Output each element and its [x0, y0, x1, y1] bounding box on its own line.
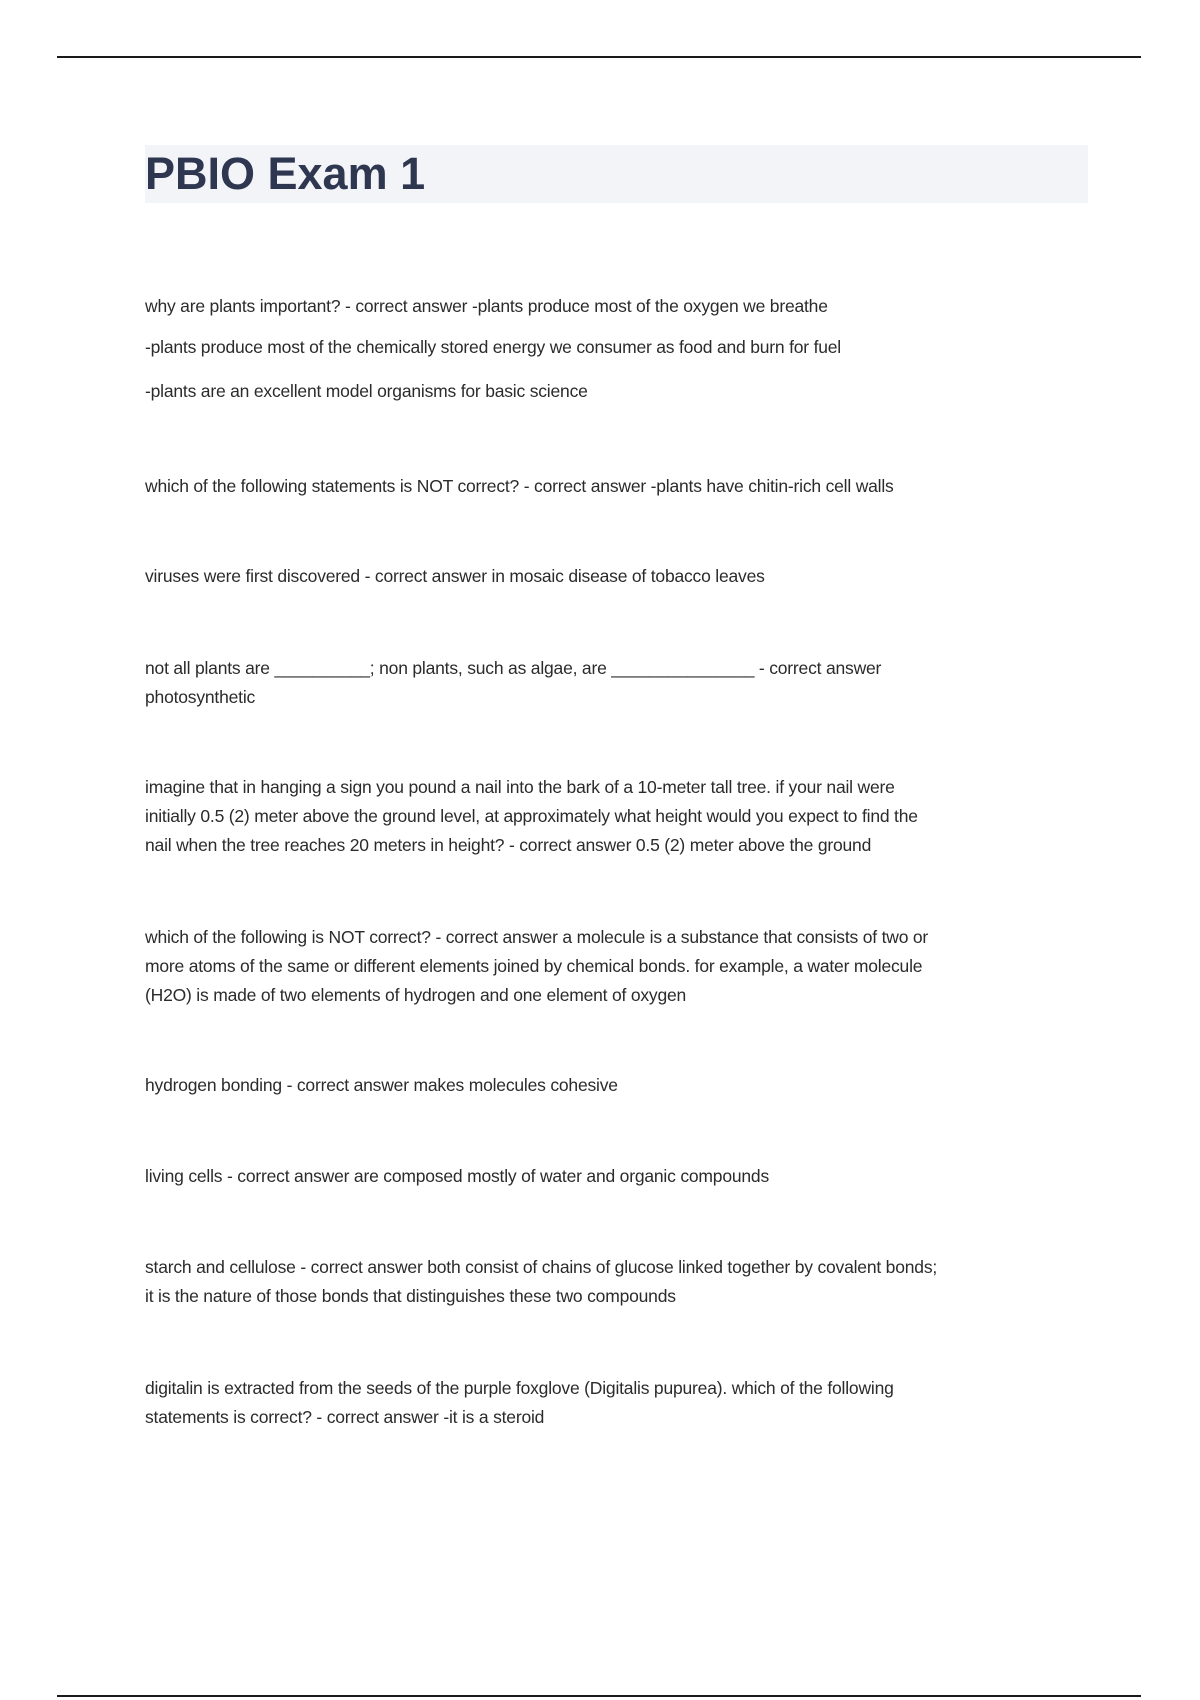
qa-paragraph — [145, 333, 841, 362]
text-line: which of the following statements is NOT correct? - correct answer -plants have chitin-rich cell walls — [145, 476, 894, 496]
qa-paragraph — [145, 562, 765, 591]
qa-paragraph — [145, 1374, 894, 1432]
top-rule — [57, 56, 1141, 58]
qa-paragraph — [145, 472, 894, 501]
text-line: -plants produce most of the chemically stored energy we consumer as food and burn for fuel — [145, 337, 841, 357]
qa-paragraph — [145, 1071, 618, 1100]
text-line: digitalin is extracted from the seeds of the purple foxglove (Digitalis pupurea). which of the following — [145, 1378, 894, 1398]
qa-paragraph — [145, 773, 918, 860]
text-line: viruses were first discovered - correct answer in mosaic disease of tobacco leaves — [145, 566, 765, 586]
text-line: -plants are an excellent model organisms for basic science — [145, 381, 588, 401]
text-line: (H2O) is made of two elements of hydrogen and one element of oxygen — [145, 985, 687, 1005]
bottom-rule — [57, 1695, 1141, 1697]
text-line: nail when the tree reaches 20 meters in height? - correct answer 0.5 (2) meter above the ground — [145, 835, 872, 855]
text-line: not all plants are __________; non plants, such as algae, are _______________ - correct answer — [145, 658, 882, 678]
qa-paragraph — [145, 654, 881, 712]
qa-paragraph — [145, 1253, 937, 1311]
text-line: statements is correct? - correct answer -it is a steroid — [145, 1407, 545, 1427]
text-line: why are plants important? - correct answer -plants produce most of the oxygen we breathe — [145, 296, 828, 316]
title-banner — [145, 145, 1088, 203]
text-line: initially 0.5 (2) meter above the ground level, at approximately what height would you expect to find the — [145, 806, 918, 826]
text-line: it is the nature of those bonds that distinguishes these two compounds — [145, 1286, 676, 1306]
text-line: hydrogen bonding - correct answer makes molecules cohesive — [145, 1075, 618, 1095]
qa-paragraph — [145, 292, 828, 321]
text-line: living cells - correct answer are composed mostly of water and organic compounds — [145, 1166, 770, 1186]
qa-paragraph — [145, 923, 928, 1010]
text-line: photosynthetic — [145, 687, 256, 707]
text-line: more atoms of the same or different elements joined by chemical bonds. for example, a water molecule — [145, 956, 923, 976]
text-line: imagine that in hanging a sign you pound a nail into the bark of a 10-meter tall tree. if your nail were — [145, 777, 895, 797]
text-line: starch and cellulose - correct answer both consist of chains of glucose linked together by covalent bonds; — [145, 1257, 938, 1277]
qa-paragraph — [145, 1162, 769, 1191]
qa-paragraph — [145, 377, 588, 406]
text-line: which of the following is NOT correct? - correct answer a molecule is a substance that consists of two or — [145, 927, 929, 947]
page-title: PBIO Exam 1 — [145, 148, 426, 199]
